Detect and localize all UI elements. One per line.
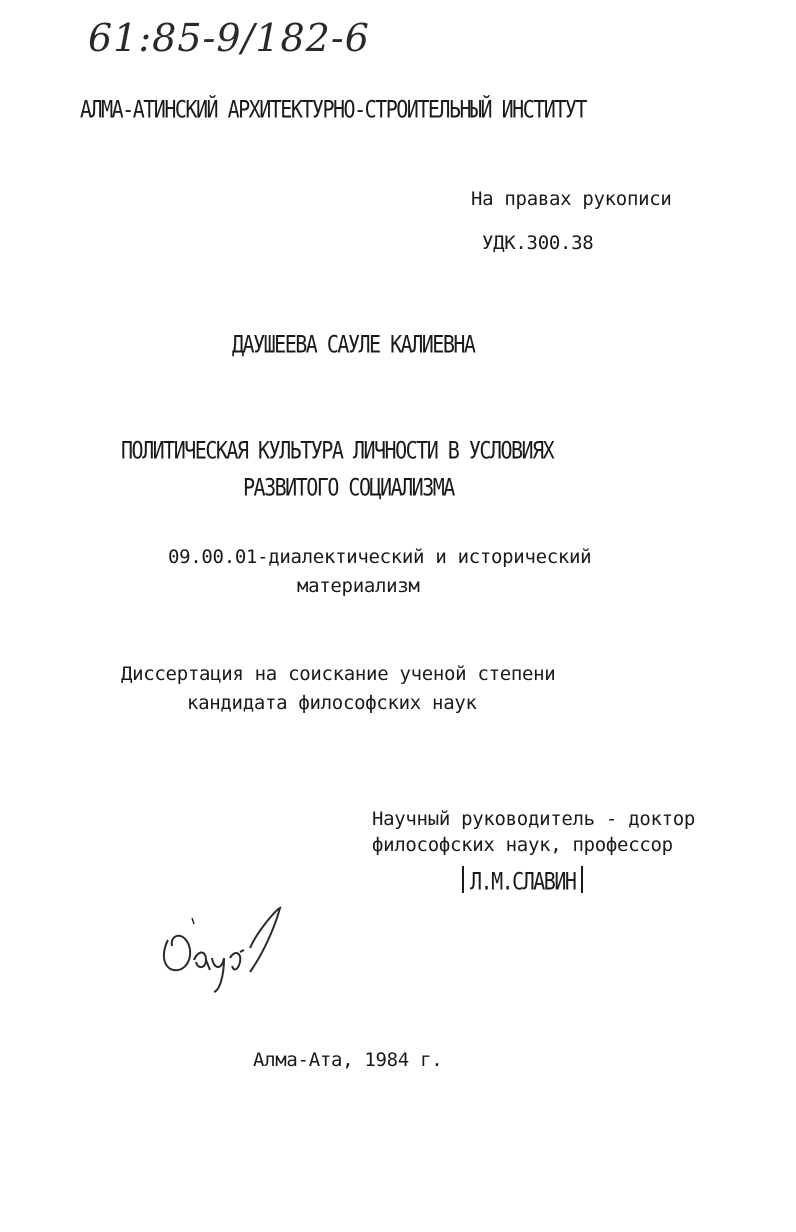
signature [150,900,300,1000]
title-line-2: РАЗВИТОГО СОЦИАЛИЗМА [243,473,454,502]
author-name: ДАУШЕЕВА САУЛЕ КАЛИЕВНА [232,330,475,359]
dissertation-line-1: Диссертация на соискание ученой степени [121,663,556,685]
archive-code: 61:85-9/182-6 [88,16,370,60]
city-year: Алма-Ата, 1984 г. [253,1049,443,1071]
supervisor-name-box [462,866,583,896]
specialty-line-2: материализм [297,575,420,597]
supervisor-line-1: Научный руководитель - доктор [372,808,696,830]
udc-code: УДК.300.38 [482,232,594,254]
specialty-line-1: 09.00.01-диалектический и исторический [168,546,592,568]
supervisor-line-2: философских наук, профессор [372,834,673,856]
supervisor-name: Л.М.СЛАВИН [470,867,576,896]
rights-note: На правах рукописи [471,188,672,210]
institute-name: АЛМА-АТИНСКИЙ АРХИТЕКТУРНО-СТРОИТЕЛЬНЫЙ ИНСТИТУТ [80,95,586,124]
title-line-1: ПОЛИТИЧЕСКАЯ КУЛЬТУРА ЛИЧНОСТИ В УСЛОВИЯХ [121,436,554,465]
dissertation-line-2: кандидата философских наук [187,692,477,714]
